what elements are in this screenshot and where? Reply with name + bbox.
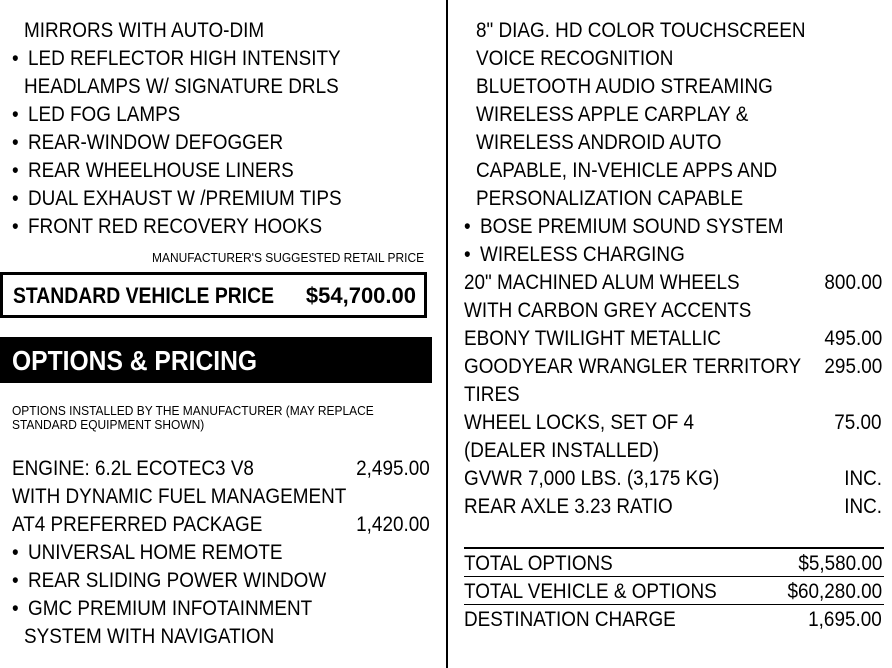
line-item-text: WHEEL LOCKS, SET OF 4	[464, 411, 695, 434]
total-label: TOTAL OPTIONS	[464, 552, 613, 575]
line-item-text: BLUETOOTH AUDIO STREAMING	[476, 75, 773, 98]
line-item-text: WIRELESS CHARGING	[480, 243, 685, 266]
line-item-amount: 75.00	[834, 411, 882, 434]
options-note-line2: STANDARD EQUIPMENT SHOWN)	[12, 417, 205, 432]
totals-rule-top	[464, 547, 884, 549]
line-item-text: HEADLAMPS W/ SIGNATURE DRLS	[24, 75, 339, 98]
bullet-icon: •	[12, 215, 19, 238]
line-item-text: CAPABLE, IN-VEHICLE APPS AND	[476, 159, 778, 182]
line-item-text: VOICE RECOGNITION	[476, 47, 674, 70]
line-item-amount: 1,420.00	[356, 513, 430, 536]
line-item-text: BOSE PREMIUM SOUND SYSTEM	[480, 215, 784, 238]
bullet-icon: •	[12, 103, 19, 126]
bullet-icon: •	[12, 131, 19, 154]
options-note-line1: OPTIONS INSTALLED BY THE MANUFACTURER (MAY REPLACE	[12, 403, 374, 418]
line-item-text: EBONY TWILIGHT METALLIC	[464, 327, 721, 350]
options-header-bar	[0, 337, 432, 383]
total-amount: $60,280.00	[787, 580, 882, 603]
line-item-amount: 800.00	[824, 271, 882, 294]
line-item-text: WIRELESS APPLE CARPLAY &	[476, 103, 749, 126]
total-amount: $5,580.00	[797, 552, 882, 575]
line-item-text: TIRES	[464, 383, 520, 406]
line-item-text: 8" DIAG. HD COLOR TOUCHSCREEN	[476, 19, 806, 42]
line-item-text: MIRRORS WITH AUTO-DIM	[24, 19, 265, 42]
line-item-text: REAR-WINDOW DEFOGGER	[28, 131, 284, 154]
line-item-text: REAR SLIDING POWER WINDOW	[28, 569, 327, 592]
bullet-icon: •	[12, 47, 19, 70]
line-item-amount: 295.00	[824, 355, 882, 378]
line-item-text: LED REFLECTOR HIGH INTENSITY	[28, 47, 341, 70]
line-item-amount: INC.	[844, 495, 882, 518]
standard-price-label: STANDARD VEHICLE PRICE	[13, 283, 275, 308]
line-item-text: WIRELESS ANDROID AUTO	[476, 131, 722, 154]
bullet-icon: •	[12, 597, 19, 620]
line-item-text: WITH DYNAMIC FUEL MANAGEMENT	[12, 485, 347, 508]
line-item-text: PERSONALIZATION CAPABLE	[476, 187, 744, 210]
column-divider	[446, 0, 448, 668]
line-item-text: SYSTEM WITH NAVIGATION	[24, 625, 275, 648]
standard-price-value: $54,700.00	[305, 283, 416, 308]
total-label: TOTAL VEHICLE & OPTIONS	[464, 580, 717, 603]
line-item-text: UNIVERSAL HOME REMOTE	[28, 541, 283, 564]
bullet-icon: •	[464, 243, 471, 266]
line-item-text: REAR WHEELHOUSE LINERS	[28, 159, 294, 182]
total-label: DESTINATION CHARGE	[464, 608, 676, 631]
line-item-text: LED FOG LAMPS	[28, 103, 181, 126]
line-item-text: (DEALER INSTALLED)	[464, 439, 660, 462]
line-item-text: FRONT RED RECOVERY HOOKS	[28, 215, 323, 238]
options-title: OPTIONS & PRICING	[12, 345, 258, 376]
bullet-icon: •	[12, 187, 19, 210]
line-item-text: GMC PREMIUM INFOTAINMENT	[28, 597, 313, 620]
bullet-icon: •	[464, 215, 471, 238]
line-item-text: GOODYEAR WRANGLER TERRITORY	[464, 355, 802, 378]
bullet-icon: •	[12, 569, 19, 592]
total-amount: 1,695.00	[808, 608, 882, 631]
line-item-text: REAR AXLE 3.23 RATIO	[464, 495, 673, 518]
line-item-text: AT4 PREFERRED PACKAGE	[12, 513, 263, 536]
standard-price-box	[0, 272, 427, 318]
msrp-label: MANUFACTURER'S SUGGESTED RETAIL PRICE	[152, 250, 425, 265]
bullet-icon: •	[12, 541, 19, 564]
line-item-amount: 495.00	[824, 327, 882, 350]
line-item-amount: INC.	[844, 467, 882, 490]
line-item-text: 20" MACHINED ALUM WHEELS	[464, 271, 740, 294]
line-item-text: WITH CARBON GREY ACCENTS	[464, 299, 752, 322]
line-item-text: DUAL EXHAUST W /PREMIUM TIPS	[28, 187, 342, 210]
line-item-amount: 2,495.00	[356, 457, 430, 480]
line-item-text: GVWR 7,000 LBS. (3,175 KG)	[464, 467, 720, 490]
bullet-icon: •	[12, 159, 19, 182]
line-item-text: ENGINE: 6.2L ECOTEC3 V8	[12, 457, 254, 480]
